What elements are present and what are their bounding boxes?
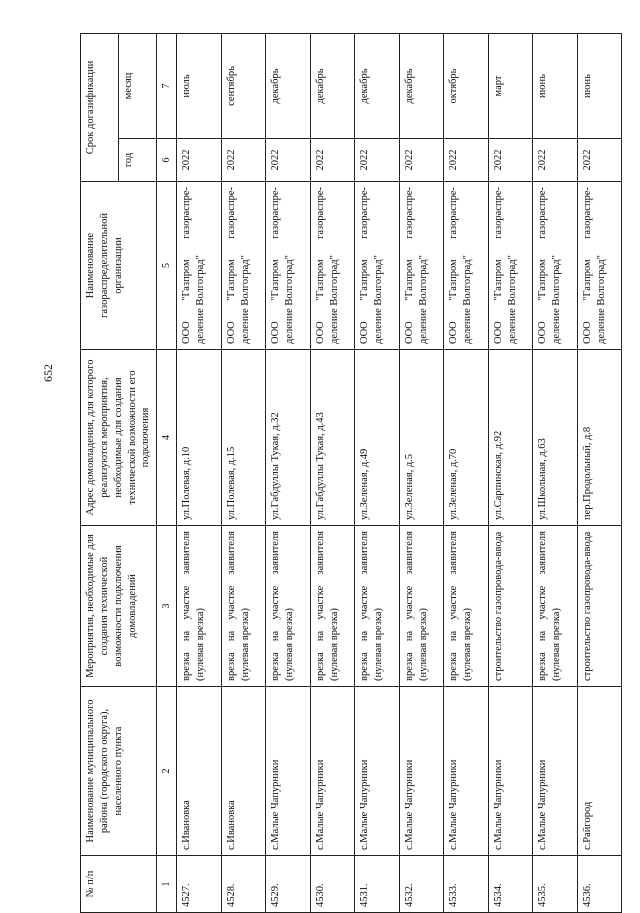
row-year: 2022 — [488, 139, 533, 182]
column-number: 6 — [157, 139, 177, 182]
row-address: ул.Габдуллы Тукая, д.32 — [266, 350, 311, 526]
row-month: сентябрь — [221, 33, 266, 138]
row-activity: врезка на участке заявителя (нулевая врезка) — [221, 526, 266, 687]
row-org: ООО "Газпром газораспре-деление Волгоград" — [533, 182, 578, 350]
table-row — [177, 33, 222, 912]
row-org: ООО "Газпром газораспре-деление Волгоград" — [355, 182, 400, 350]
rotated-page — [80, 30, 633, 913]
row-activity: врезка на участке заявителя (нулевая врезка) — [444, 526, 489, 687]
row-address: ул.Габдуллы Тукая, д.43 — [310, 350, 355, 526]
row-place: с.Ивановка — [221, 687, 266, 856]
row-month: декабрь — [399, 33, 444, 138]
row-year: 2022 — [577, 139, 622, 182]
row-place: с.Ивановка — [177, 687, 222, 856]
row-month: октябрь — [444, 33, 489, 138]
header-address: Адрес домовладения, для которого реализуются мероприятия, необходимые для создания технической возможности его подключения — [81, 350, 157, 526]
rotated-content — [80, 30, 633, 913]
row-org: ООО "Газпром газораспре-деление Волгоград" — [221, 182, 266, 350]
row-activity: врезка на участке заявителя (нулевая врезка) — [399, 526, 444, 687]
row-org: ООО "Газпром газораспре-деление Волгоград" — [177, 182, 222, 350]
row-org: ООО "Газпром газораспре-деление Волгоград" — [399, 182, 444, 350]
row-place: с.Малые Чапурники — [444, 687, 489, 856]
row-year: 2022 — [266, 139, 311, 182]
row-org: ООО "Газпром газораспре-деление Волгоград" — [444, 182, 489, 350]
header-num: № п/п — [81, 856, 157, 913]
row-address: ул.Зеленая, д.70 — [444, 350, 489, 526]
table-header — [81, 33, 177, 912]
row-activity: строительство газопровода-ввода — [577, 526, 622, 687]
table-row — [533, 33, 578, 912]
table-row — [266, 33, 311, 912]
table-row — [355, 33, 400, 912]
row-number: 4531. — [355, 856, 400, 913]
row-address: ул.Полевая, д.10 — [177, 350, 222, 526]
row-number: 4528. — [221, 856, 266, 913]
row-number: 4535. — [533, 856, 578, 913]
table-row — [221, 33, 266, 912]
row-org: ООО "Газпром газораспре-деление Волгоград" — [488, 182, 533, 350]
row-activity: врезка на участке заявителя (нулевая врезка) — [310, 526, 355, 687]
row-place: с.Малые Чапурники — [488, 687, 533, 856]
row-place: с.Райгород — [577, 687, 622, 856]
row-year: 2022 — [355, 139, 400, 182]
table-row — [444, 33, 489, 912]
header-district: Наименование муниципального района (городского округа), населенного пункта — [81, 687, 157, 856]
row-number: 4533. — [444, 856, 489, 913]
column-number: 7 — [157, 33, 177, 138]
header-activity: Мероприятия, необходимые для создания технической возможности подключения домовладений — [81, 526, 157, 687]
row-number: 4530. — [310, 856, 355, 913]
table-row — [399, 33, 444, 912]
row-number: 4529. — [266, 856, 311, 913]
row-activity: врезка на участке заявителя (нулевая врезка) — [266, 526, 311, 687]
column-number: 3 — [157, 526, 177, 687]
row-month: декабрь — [355, 33, 400, 138]
row-address: ул.Зеленая, д.49 — [355, 350, 400, 526]
row-number: 4534. — [488, 856, 533, 913]
header-term: Срок догазификации — [81, 33, 119, 181]
header-month: месяц — [119, 33, 157, 138]
row-year: 2022 — [310, 139, 355, 182]
row-address: ул.Полевая, д.15 — [221, 350, 266, 526]
column-number: 1 — [157, 856, 177, 913]
row-address: пер.Продольный, д.8 — [577, 350, 622, 526]
table-row — [310, 33, 355, 912]
row-month: декабрь — [310, 33, 355, 138]
table-row — [488, 33, 533, 912]
row-activity: врезка на участке заявителя (нулевая врезка) — [177, 526, 222, 687]
row-place: с.Малые Чапурники — [355, 687, 400, 856]
row-number: 4532. — [399, 856, 444, 913]
gasification-table — [80, 33, 622, 913]
column-number-row — [157, 33, 177, 912]
column-number: 5 — [157, 182, 177, 350]
row-number: 4527. — [177, 856, 222, 913]
header-org: Наименование газораспределительной организации — [81, 182, 157, 350]
row-activity: врезка на участке заявителя (нулевая врезка) — [355, 526, 400, 687]
row-address: ул.Зеленая, д.5 — [399, 350, 444, 526]
row-year: 2022 — [221, 139, 266, 182]
row-org: ООО "Газпром газораспре-деление Волгоград" — [577, 182, 622, 350]
row-address: ул.Школьная, д.63 — [533, 350, 578, 526]
row-month: июль — [177, 33, 222, 138]
column-number: 2 — [157, 687, 177, 856]
row-place: с.Малые Чапурники — [533, 687, 578, 856]
row-year: 2022 — [533, 139, 578, 182]
row-number: 4536. — [577, 856, 622, 913]
row-place: с.Малые Чапурники — [310, 687, 355, 856]
row-place: с.Малые Чапурники — [399, 687, 444, 856]
row-month: декабрь — [266, 33, 311, 138]
row-org: ООО "Газпром газораспре-деление Волгоград" — [266, 182, 311, 350]
row-activity: строительство газопровода-ввода — [488, 526, 533, 687]
page-number: 652 — [40, 364, 55, 382]
row-activity: врезка на участке заявителя (нулевая врезка) — [533, 526, 578, 687]
row-address: ул.Сарпинская, д.92 — [488, 350, 533, 526]
header-year: год — [119, 139, 157, 182]
row-year: 2022 — [444, 139, 489, 182]
row-month: июнь — [577, 33, 622, 138]
row-month: июнь — [533, 33, 578, 138]
row-place: с.Малые Чапурники — [266, 687, 311, 856]
table-body — [177, 33, 622, 912]
row-year: 2022 — [399, 139, 444, 182]
table-row — [577, 33, 622, 912]
column-number: 4 — [157, 350, 177, 526]
row-month: март — [488, 33, 533, 138]
row-year: 2022 — [177, 139, 222, 182]
row-org: ООО "Газпром газораспре-деление Волгоград" — [310, 182, 355, 350]
